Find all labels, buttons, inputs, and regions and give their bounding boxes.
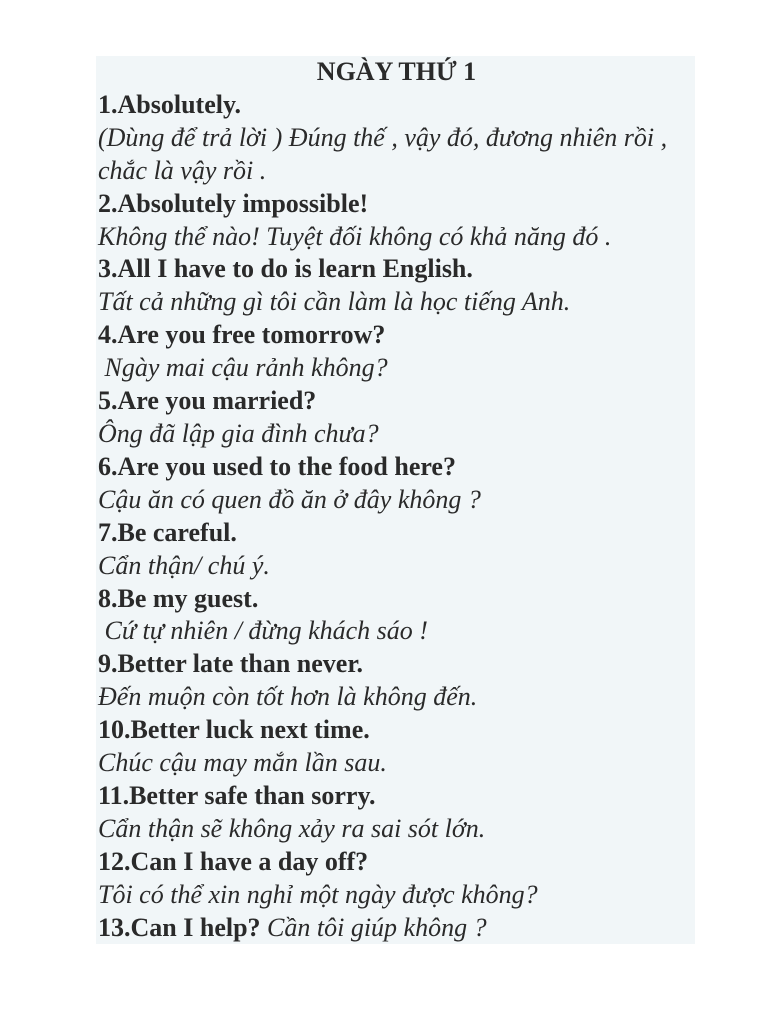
phrase-english: 1.Absolutely. — [98, 89, 242, 119]
phrase-english: 3.All I have to do is learn English. — [98, 254, 473, 284]
phrase-english: 4.Are you free tomorrow? — [98, 320, 386, 350]
phrase-english: 10.Better luck next time. — [98, 715, 370, 745]
phrase-vietnamese: Cậu ăn có quen đồ ăn ở đây không ? — [98, 484, 481, 514]
phrase-english: 6.Are you used to the food here? — [98, 451, 456, 481]
phrase-english: 2.Absolutely impossible! — [98, 188, 369, 218]
phrase-english: 5.Are you married? — [98, 386, 317, 416]
phrase-document — [98, 56, 695, 944]
phrase-vietnamese: Cẩn thận sẽ không xảy ra sai sót lớn. — [98, 813, 486, 843]
phrase-vietnamese: Tất cả những gì tôi cần làm là học tiếng Anh. — [98, 287, 571, 317]
phrase-vietnamese: Cứ tự nhiên / đừng khách sáo ! — [98, 616, 428, 646]
phrase-vietnamese: Không thể nào! Tuyệt đối không có khả năng đó . — [98, 221, 612, 251]
page-title: NGÀY THỨ 1 — [316, 57, 477, 86]
phrase-english: 13.Can I help? — [98, 912, 261, 942]
phrase-vietnamese: Chúc cậu may mắn lần sau. — [98, 748, 387, 778]
phrase-vietnamese: Tôi có thể xin nghỉ một ngày được không? — [98, 879, 538, 909]
phrase-vietnamese: Đến muộn còn tốt hơn là không đến. — [98, 682, 478, 712]
phrase-english: 7.Be careful. — [98, 517, 237, 547]
phrase-english: 8.Be my guest. — [98, 583, 259, 613]
phrase-english: 11.Better safe than sorry. — [98, 780, 376, 810]
phrase-english: 9.Better late than never. — [98, 649, 364, 679]
phrase-line-inline — [98, 912, 695, 945]
phrase-vietnamese: Cẩn thận/ chú ý. — [98, 550, 270, 580]
phrase-vietnamese: (Dùng để trả lời ) Đúng thế , vậy đó, đương nhiên rồi , chắc là vậy rồi . — [98, 122, 668, 185]
phrase-vietnamese: Ngày mai cậu rảnh không? — [98, 353, 388, 383]
phrase-vietnamese: Cần tôi giúp không ? — [260, 912, 487, 942]
phrase-vietnamese: Ông đã lập gia đình chưa? — [98, 418, 379, 448]
phrase-english: 12.Can I have a day off? — [98, 846, 369, 876]
